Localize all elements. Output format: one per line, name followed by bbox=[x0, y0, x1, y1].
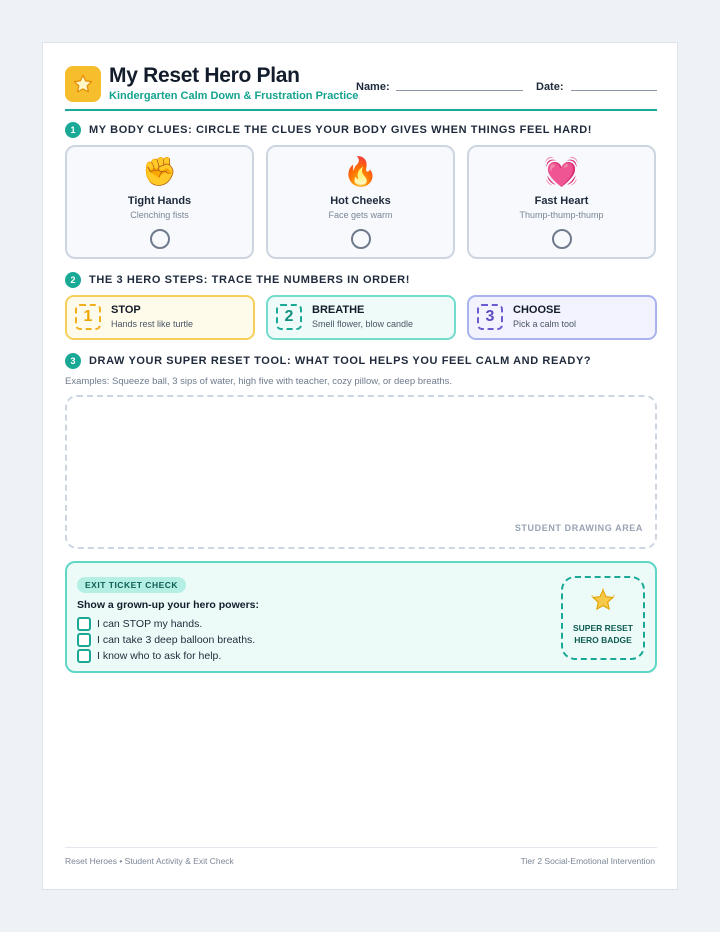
clue-name: Hot Cheeks bbox=[330, 195, 391, 207]
footer-right: Tier 2 Social-Emotional Intervention bbox=[520, 856, 655, 866]
hero-step-choose bbox=[467, 295, 657, 340]
clue-name: Tight Hands bbox=[127, 195, 192, 207]
clue-description: Thump-thump-thump bbox=[519, 210, 604, 220]
section-hero-steps-heading bbox=[65, 271, 410, 289]
hero-badge bbox=[561, 576, 645, 660]
drawing-examples: Examples: Squeeze ball, 3 sips of water, high five with teacher, cozy pillow, or deep breaths. bbox=[65, 376, 453, 387]
checkbox[interactable] bbox=[77, 649, 91, 663]
check-item-label: I can take 3 deep balloon breaths. bbox=[97, 634, 256, 646]
page-title: My Reset Hero Plan bbox=[109, 64, 300, 87]
date-field[interactable] bbox=[571, 90, 657, 91]
raised-fist-icon: ✊ bbox=[142, 156, 177, 187]
check-item-label: I know who to ask for help. bbox=[97, 650, 222, 662]
clue-description: Clenching fists bbox=[130, 210, 189, 220]
clue-name: Fast Heart bbox=[534, 195, 589, 207]
star-icon bbox=[65, 66, 101, 102]
section-number: 3 bbox=[65, 353, 81, 369]
clue-card-fast-heart[interactable] bbox=[467, 145, 656, 259]
clue-card-tight-hands[interactable] bbox=[65, 145, 254, 259]
section-number: 1 bbox=[65, 122, 81, 138]
section-title: THE 3 HERO STEPS: TRACE THE NUMBERS IN ORDER! bbox=[89, 274, 410, 286]
fire-icon: 🔥 bbox=[343, 156, 378, 187]
step-description: Pick a calm tool bbox=[513, 319, 577, 329]
step-name: BREATHE bbox=[312, 304, 365, 316]
page-subtitle: Kindergarten Calm Down & Frustration Practice bbox=[109, 90, 359, 102]
name-field[interactable] bbox=[396, 90, 523, 91]
date-label: Date: bbox=[536, 81, 564, 93]
circle-target[interactable] bbox=[150, 229, 170, 249]
footer-divider bbox=[65, 847, 657, 848]
trace-number[interactable]: 3 bbox=[477, 304, 503, 330]
clue-card-hot-cheeks[interactable] bbox=[266, 145, 455, 259]
hero-step-breathe bbox=[266, 295, 456, 340]
check-item-label: I can STOP my hands. bbox=[97, 618, 203, 630]
section-drawing-heading bbox=[65, 352, 591, 370]
exit-ticket-prompt: Show a grown-up your hero powers: bbox=[77, 599, 260, 611]
step-description: Hands rest like turtle bbox=[111, 319, 194, 329]
section-title: MY BODY CLUES: CIRCLE THE CLUES YOUR BODY GIVES WHEN THINGS FEEL HARD! bbox=[89, 124, 593, 136]
section-title: DRAW YOUR SUPER RESET TOOL: WHAT TOOL HELPS YOU FEEL CALM AND READY? bbox=[89, 355, 592, 367]
step-name: STOP bbox=[111, 304, 141, 316]
section-number: 2 bbox=[65, 272, 81, 288]
clue-description: Face gets warm bbox=[328, 210, 393, 220]
exit-check-item[interactable] bbox=[77, 617, 202, 631]
drawing-area-label: STUDENT DRAWING AREA bbox=[514, 523, 643, 533]
circle-target[interactable] bbox=[351, 229, 371, 249]
exit-ticket bbox=[65, 561, 657, 673]
trace-number[interactable]: 2 bbox=[276, 304, 302, 330]
exit-check-item[interactable] bbox=[77, 633, 255, 647]
student-drawing-area[interactable] bbox=[65, 395, 657, 549]
header-divider bbox=[65, 109, 657, 111]
step-name: CHOOSE bbox=[513, 304, 561, 316]
glowing-star-icon bbox=[563, 588, 643, 616]
exit-ticket-badge: EXIT TICKET CHECK bbox=[77, 577, 186, 593]
worksheet-page bbox=[42, 42, 678, 890]
section-body-clues-heading bbox=[65, 121, 592, 139]
header bbox=[65, 65, 657, 111]
name-label: Name: bbox=[356, 81, 390, 93]
beating-heart-icon: 💓 bbox=[544, 156, 579, 187]
hero-step-stop bbox=[65, 295, 255, 340]
hero-badge-label: SUPER RESET HERO BADGE bbox=[573, 623, 633, 645]
checkbox[interactable] bbox=[77, 617, 91, 631]
exit-check-item[interactable] bbox=[77, 649, 221, 663]
checkbox[interactable] bbox=[77, 633, 91, 647]
circle-target[interactable] bbox=[552, 229, 572, 249]
trace-number[interactable]: 1 bbox=[75, 304, 101, 330]
footer-left: Reset Heroes • Student Activity & Exit Check bbox=[65, 856, 234, 866]
step-description: Smell flower, blow candle bbox=[312, 319, 414, 329]
